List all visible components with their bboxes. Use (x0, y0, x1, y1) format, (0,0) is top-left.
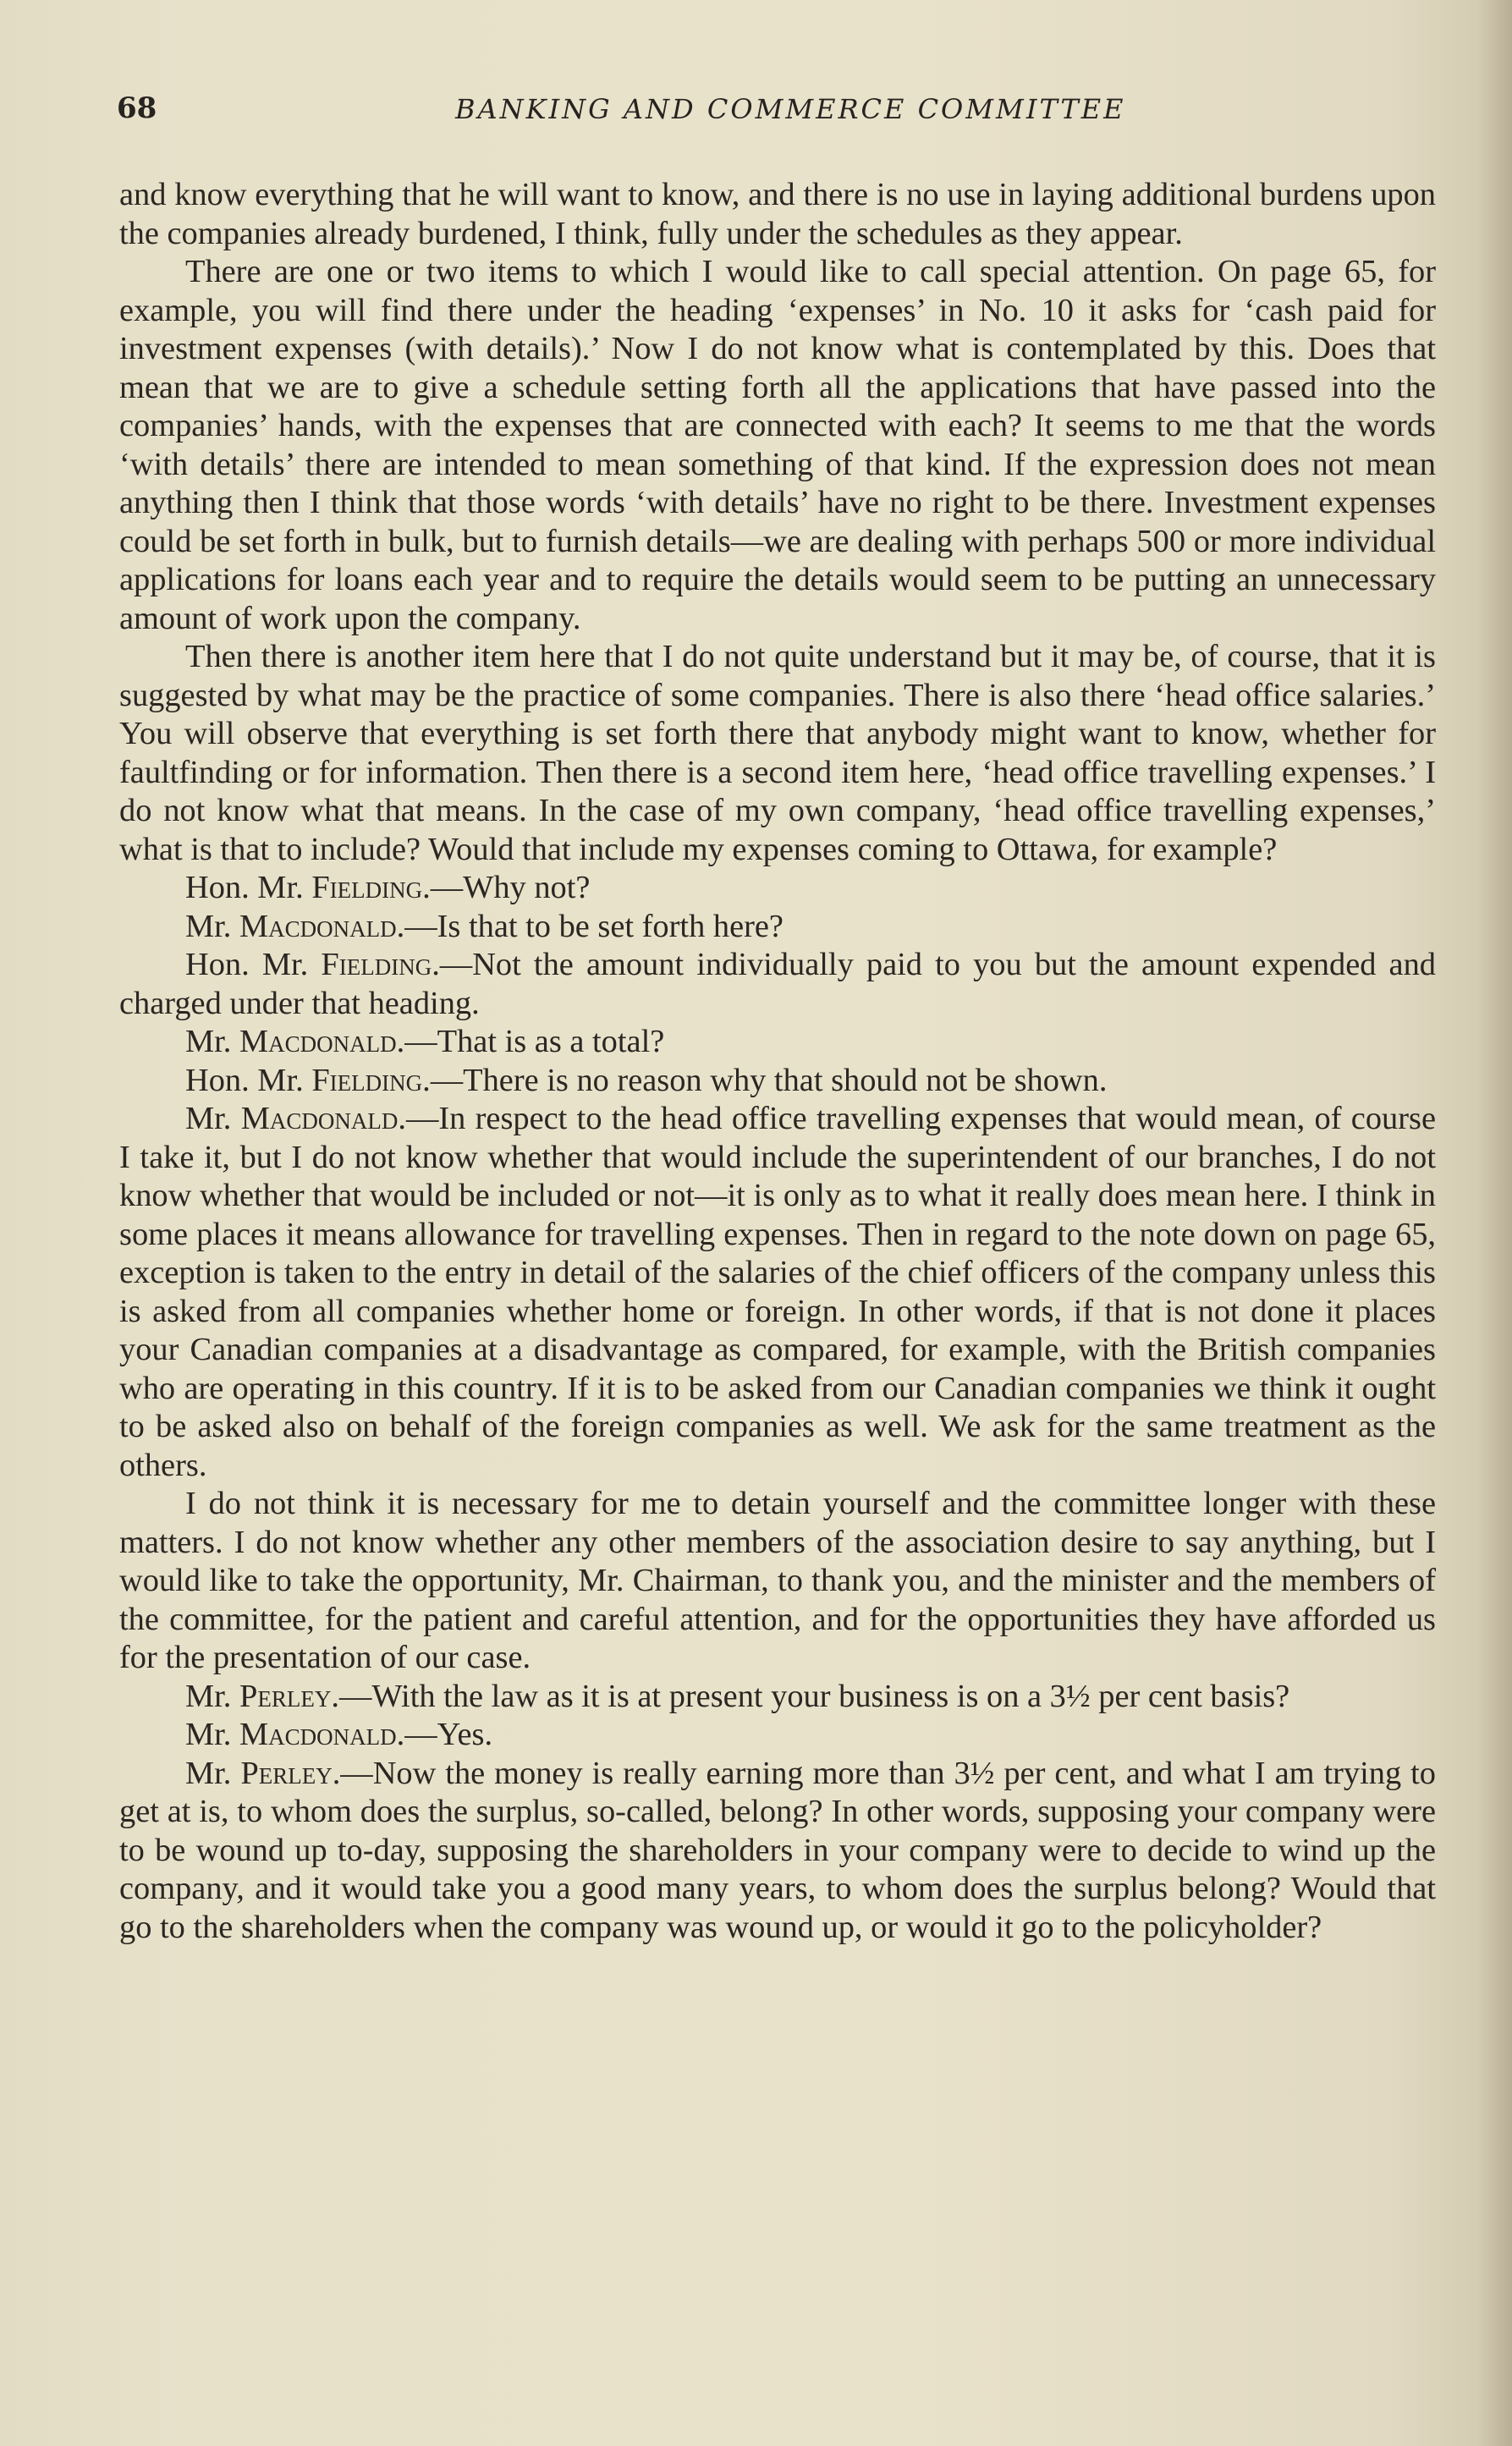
speech-paragraph (119, 1678, 1436, 1717)
speech-text: .—There is no reason why that should not be shown. (422, 1062, 1108, 1098)
speaker-name: Fielding (321, 947, 432, 982)
speaker-name: Fielding (311, 1062, 423, 1098)
speaker-name: Macdonald (239, 1024, 397, 1059)
speech-paragraph (119, 946, 1436, 1023)
paragraph (119, 1485, 1436, 1678)
speaker-prefix: Hon. Mr. (185, 1062, 312, 1098)
speaker-prefix: Hon. Mr. (185, 947, 322, 982)
speaker-name: Macdonald (239, 1717, 397, 1752)
page-number: 68 (117, 91, 157, 125)
speech-text: .—Not the amount individually paid to you but the amount expended and charged under that heading. (119, 947, 1436, 1021)
speech-paragraph (119, 1023, 1436, 1062)
paragraph (119, 253, 1436, 638)
running-title: BANKING AND COMMERCE COMMITTEE (455, 93, 1126, 125)
paragraph-text: I do not think it is necessary for me to detain yourself and the committee longer with these matters. I do not know whether any other members of the association desire to say anything, but I would like to take the opportunity, Mr. Chairman, to thank you, and the minister and the members of the committee, for the patient and careful attention, and for the opportunities they have afforded us for the presentation of our case. (119, 1486, 1436, 1675)
speech-text: .—With the law as it is at present your business is on a 3½ per cent basis? (331, 1678, 1290, 1714)
speaker-name: Macdonald (240, 1101, 399, 1136)
speech-paragraph (119, 869, 1436, 908)
speaker-prefix: Mr. (185, 1717, 239, 1752)
speech-paragraph (119, 1716, 1436, 1755)
running-header (117, 88, 1437, 130)
speech-text: .—That is as a total? (396, 1024, 665, 1059)
speaker-prefix: Hon. Mr. (185, 870, 312, 905)
speaker-name: Perley (240, 1755, 333, 1791)
paragraph (119, 176, 1436, 253)
paragraph (119, 638, 1436, 869)
speaker-prefix: Mr. (185, 1755, 241, 1791)
body-text (119, 176, 1436, 1947)
paragraph-text: There are one or two items to which I would like to call special attention. On page 65, for example, you will find there under the heading ‘expenses’ in No. 10 it asks for ‘cash paid for investment expenses (with details).’ Now I do not know what is contemplated by this. Does that mean that we are to give a schedule setting forth all the applications that have passed into the companies’ hands, with the expenses that are connected with each? It seems to me that the words ‘with details’ there are intended to mean something of that kind. If the expression does not mean anything then I think that those words ‘with details’ have no right to be there. Investment expenses could be set forth in bulk, but to furnish details—we are dealing with perhaps 500 or more individual applications for loans each year and to require the details would seem to be putting an unnecessary amount of work upon the company. (119, 254, 1436, 636)
speech-paragraph (119, 908, 1436, 947)
speech-text: .—Is that to be set forth here? (396, 908, 783, 944)
paragraph-text: Then there is another item here that I do not quite understand but it may be, of course, that it is suggested by what may be the practice of some companies. There is also there ‘head office salaries.’ You will observe that everything is set forth there that anybody might want to know, whether for faultfinding or for information. Then there is a second item here, ‘head office travelling expenses.’ I do not know what that means. In the case of my own company, ‘head office travelling expenses,’ what is that to include? Would that include my expenses coming to Ottawa, for example? (119, 639, 1436, 867)
speaker-name: Fielding (311, 870, 423, 905)
speech-paragraph (119, 1100, 1436, 1485)
speaker-prefix: Mr. (185, 1024, 239, 1059)
speech-text: .—Now the money is really earning more than 3½ per cent, and what I am trying to get at is, to whom does the surplus, so-called, belong? In other words, supposing your company were to be wound up to-day, supposing the shareholders in your company were to decide to wind up the company, and it would take you a good many years, to whom does the surplus belong? Would that go to the shareholders when the company was wound up, or would it go to the policyholder? (119, 1755, 1436, 1945)
speaker-prefix: Mr. (185, 1678, 239, 1714)
paragraph-text: and know everything that he will want to know, and there is no use in laying additional burdens upon the companies already burdened, I think, fully under the schedules as they appear. (119, 177, 1436, 251)
speaker-name: Macdonald (239, 908, 397, 944)
page-edge-shadow (1478, 0, 1512, 2446)
speech-text: .—In respect to the head office travelling expenses that would mean, of course I take it, but I do not know whether that would include the superintendent of our branches, I do not know whether that would be included or not—it is only as to what it really does mean here. I think in some places it means allowance for travelling expenses. Then in regard to the note down on page 65, exception is taken to the entry in detail of the salaries of the chief officers of the company unless this is asked from all companies whether home or foreign. In other words, if that is not done it places your Canadian companies at a disadvantage as compared, for example, with the British companies who are operating in this country. If it is to be asked from our Canadian companies we think it ought to be asked also on behalf of the foreign companies as well. We ask for the same treatment as the others. (119, 1101, 1436, 1483)
speech-paragraph (119, 1062, 1436, 1101)
speaker-name: Perley (239, 1678, 332, 1714)
speech-text: .—Yes. (396, 1717, 493, 1752)
speech-paragraph (119, 1755, 1436, 1948)
speaker-prefix: Mr. (185, 1101, 241, 1136)
speaker-prefix: Mr. (185, 908, 239, 944)
speech-text: .—Why not? (422, 870, 591, 905)
